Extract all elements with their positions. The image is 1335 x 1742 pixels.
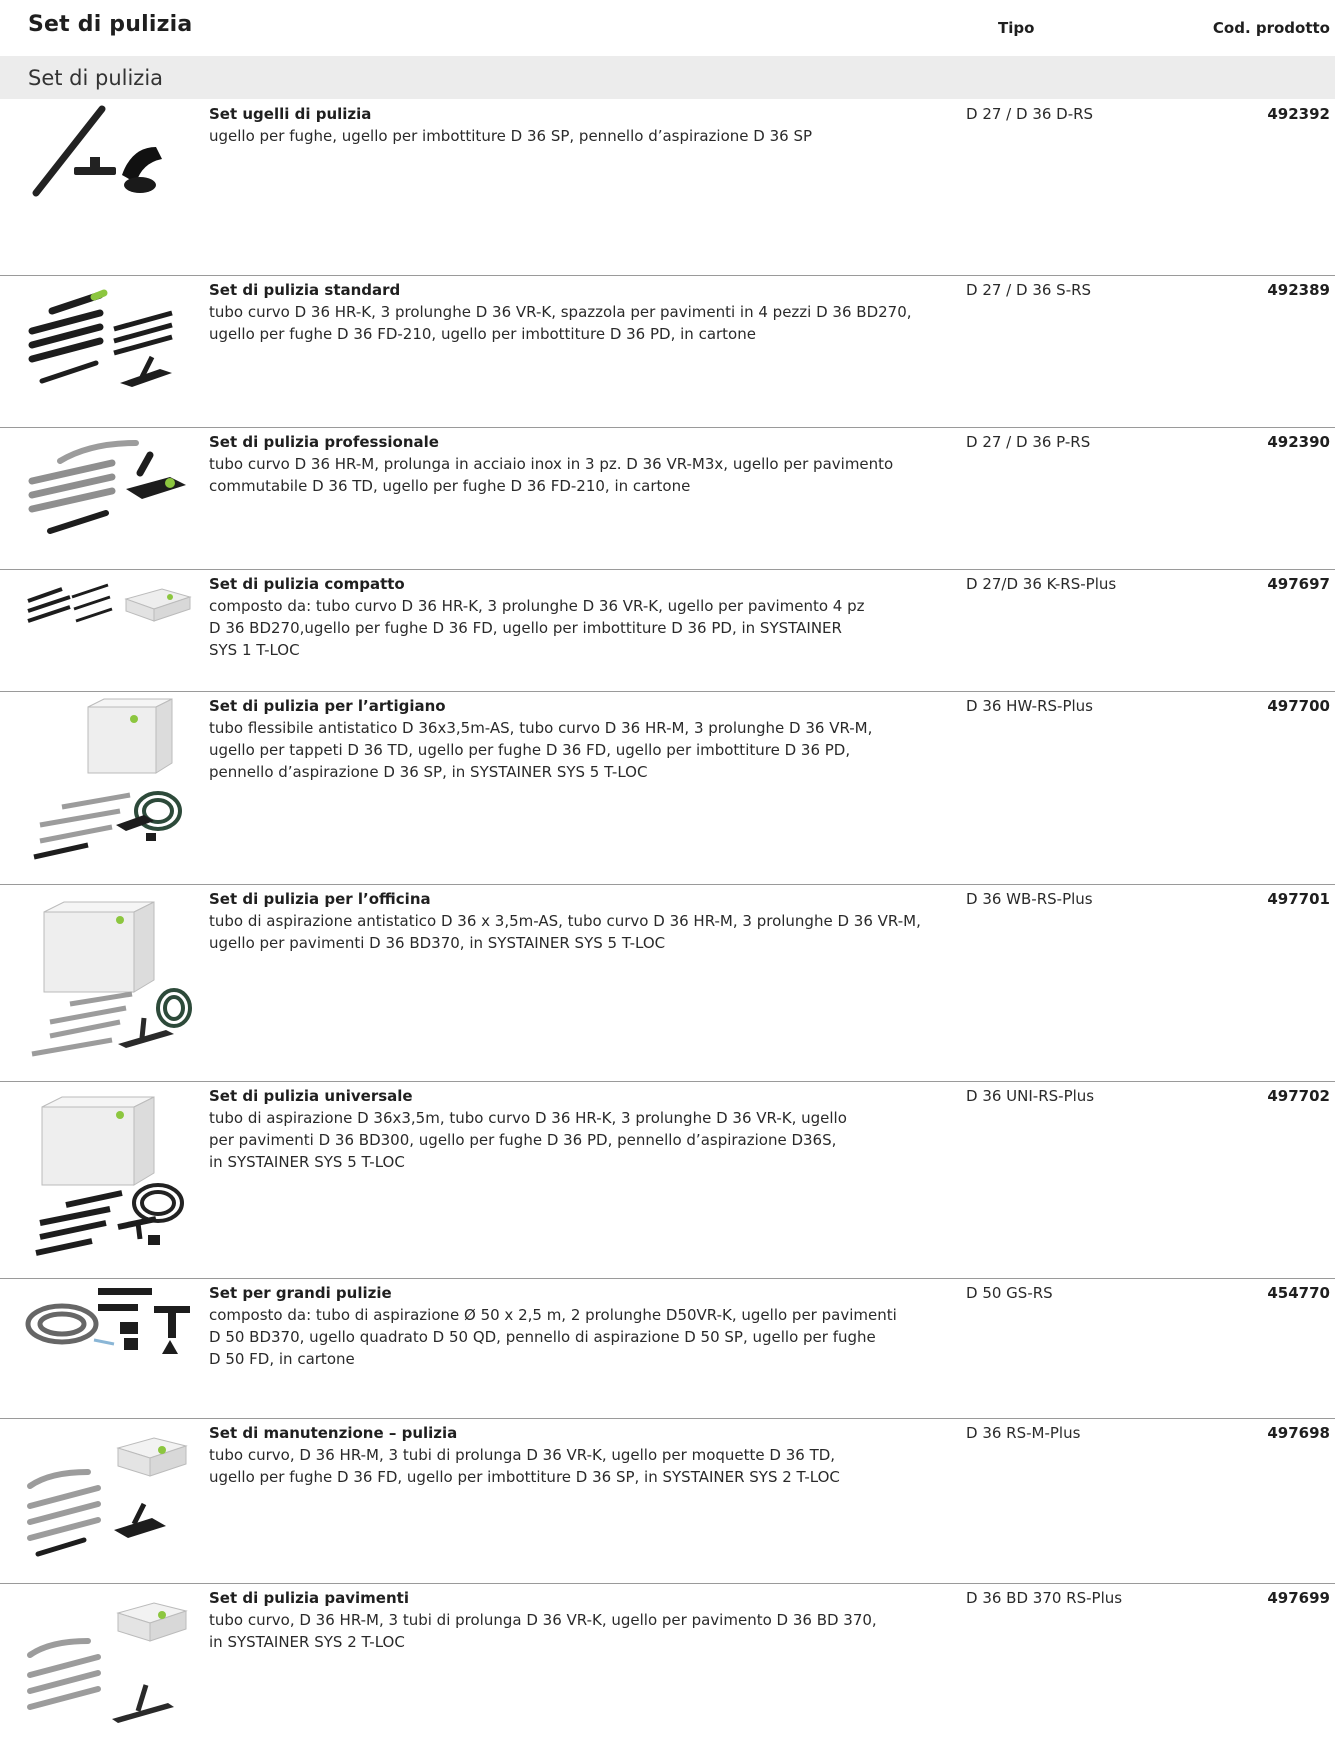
table-row (0, 691, 1335, 884)
product-code: 454770 (1267, 1284, 1330, 1302)
product-details: tubo di aspirazione D 36x3,5m, tubo curvo D 36 HR-K, 3 prolunghe D 36 VR-K, ugello per pavimenti D 36 BD300, ugello per fughe D 36 PD, pennello d’aspirazione D36S, in SYSTAINER SYS 5 T-LOC (209, 1109, 847, 1171)
column-header-product-code: Cod. prodotto (1212, 19, 1330, 37)
row-divider (0, 884, 1335, 885)
row-divider (0, 569, 1335, 570)
product-type: D 27/D 36 K-RS-Plus (966, 575, 1117, 593)
table-row (0, 427, 1335, 569)
product-code: 492390 (1267, 433, 1330, 451)
product-name: Set di pulizia universale (209, 1087, 413, 1105)
compact-set-image (22, 573, 192, 633)
product-description (209, 574, 969, 661)
product-details: tubo curvo, D 36 HR-M, 3 tubi di prolunga D 36 VR-K, ugello per moquette D 36 TD, ugello per fughe D 36 FD, ugello per imbottiture D 36 SP, in SYSTAINER SYS 2 T-LOC (209, 1446, 840, 1486)
table-row (0, 1081, 1335, 1278)
product-image (22, 1284, 192, 1364)
nozzle-set-image (22, 105, 192, 205)
product-type: D 27 / D 36 P-RS (966, 433, 1091, 451)
section-band (0, 56, 1335, 99)
product-name: Set per grandi pulizie (209, 1284, 392, 1302)
table-header (0, 0, 1335, 56)
row-divider (0, 1081, 1335, 1082)
product-name: Set di pulizia per l’officina (209, 890, 431, 908)
product-code: 497697 (1267, 575, 1330, 593)
product-details: tubo flessibile antistatico D 36x3,5m-AS, tubo curvo D 36 HR-M, 3 prolunghe D 36 VR-M, ugello per tappeti D 36 TD, ugello per fughe D 36 FD, ugello per imbottiture D 36 PD, pennello d’aspirazione D 36 SP, in SYSTAINER SYS 5 T-LOC (209, 719, 873, 781)
row-divider (0, 275, 1335, 276)
product-code: 497698 (1267, 1424, 1330, 1442)
product-code: 497702 (1267, 1087, 1330, 1105)
product-name: Set di manutenzione – pulizia (209, 1424, 458, 1442)
product-type: D 36 WB-RS-Plus (966, 890, 1093, 908)
product-description (209, 1283, 969, 1370)
product-details: tubo di aspirazione antistatico D 36 x 3,5m-AS, tubo curvo D 36 HR-M, 3 prolunghe D 36 VR-M, ugello per pavimenti D 36 BD370, in SYSTAINER SYS 5 T-LOC (209, 912, 921, 952)
row-divider (0, 1583, 1335, 1584)
product-details: tubo curvo D 36 HR-K, 3 prolunghe D 36 VR-K, spazzola per pavimenti in 4 pezzi D 36 BD270, ugello per fughe D 36 FD-210, ugello per imbottiture D 36 PD, in cartone (209, 303, 912, 343)
product-type: D 27 / D 36 S-RS (966, 281, 1092, 299)
product-name: Set di pulizia per l’artigiano (209, 697, 446, 715)
product-description (209, 1423, 969, 1488)
product-code: 492389 (1267, 281, 1330, 299)
product-type: D 36 HW-RS-Plus (966, 697, 1093, 715)
table-row (0, 99, 1335, 275)
product-details: ugello per fughe, ugello per imbottiture D 36 SP, pennello d’aspirazione D 36 SP (209, 127, 813, 145)
product-name: Set di pulizia pavimenti (209, 1589, 409, 1607)
product-image (22, 1087, 192, 1257)
column-header-tipo: Tipo (998, 19, 1035, 37)
product-code: 497701 (1267, 890, 1330, 908)
product-name: Set di pulizia compatto (209, 575, 405, 593)
standard-set-image (22, 283, 192, 393)
row-divider (0, 1278, 1335, 1279)
maintenance-set-image (22, 1426, 192, 1566)
product-image (22, 695, 192, 865)
product-name: Set ugelli di pulizia (209, 105, 372, 123)
product-description (209, 889, 969, 954)
product-type: D 36 UNI-RS-Plus (966, 1087, 1095, 1105)
product-details: tubo curvo D 36 HR-M, prolunga in acciaio inox in 3 pz. D 36 VR-M3x, ugello per pavimento commutabile D 36 TD, ugello per fughe D 36 FD-210, in cartone (209, 455, 894, 495)
product-type: D 50 GS-RS (966, 1284, 1053, 1302)
product-type: D 27 / D 36 D-RS (966, 105, 1094, 123)
product-type: D 36 BD 370 RS-Plus (966, 1589, 1123, 1607)
product-image (22, 1426, 192, 1566)
product-description (209, 432, 969, 497)
table-row (0, 275, 1335, 427)
product-description (209, 104, 969, 147)
product-image (22, 890, 192, 1060)
product-details: composto da: tubo di aspirazione Ø 50 x 2,5 m, 2 prolunghe D50VR-K, ugello per pavimenti D 50 BD370, ugello quadrato D 50 QD, pennello di aspirazione D 50 SP, ugello per fughe D 50 FD, in cartone (209, 1306, 897, 1368)
product-image (22, 105, 192, 205)
product-image (22, 573, 192, 633)
row-divider (0, 691, 1335, 692)
table-row (0, 1278, 1335, 1418)
product-details: composto da: tubo curvo D 36 HR-K, 3 prolunghe D 36 VR-K, ugello per pavimento 4 pz D 36 BD270,ugello per fughe D 36 FD, ugello per imbottiture D 36 PD, in SYSTAINER SYS 1 T-LOC (209, 597, 865, 659)
product-code: 497699 (1267, 1589, 1330, 1607)
professional-set-image (22, 433, 192, 543)
table-row (0, 569, 1335, 691)
product-name: Set di pulizia professionale (209, 433, 439, 451)
table-row (0, 1583, 1335, 1742)
product-description (209, 1086, 969, 1173)
product-image (22, 433, 192, 543)
product-image (22, 1591, 192, 1736)
section-title: Set di pulizia (28, 66, 164, 90)
workshop-set-image (22, 890, 192, 1060)
row-divider (0, 427, 1335, 428)
product-image (22, 283, 192, 393)
product-details: tubo curvo, D 36 HR-M, 3 tubi di prolunga D 36 VR-K, ugello per pavimento D 36 BD 370, in SYSTAINER SYS 2 T-LOC (209, 1611, 877, 1651)
universal-set-image (22, 1087, 192, 1257)
product-type: D 36 RS-M-Plus (966, 1424, 1081, 1442)
product-name: Set di pulizia standard (209, 281, 401, 299)
product-description (209, 696, 969, 783)
craftsman-set-image (22, 695, 192, 865)
table-row (0, 884, 1335, 1081)
product-description (209, 1588, 969, 1653)
product-code: 497700 (1267, 697, 1330, 715)
row-divider (0, 1418, 1335, 1419)
large-cleaning-set-image (22, 1284, 192, 1364)
product-description (209, 280, 969, 345)
product-code: 492392 (1267, 105, 1330, 123)
page-title: Set di pulizia (28, 12, 193, 37)
floor-set-image (22, 1591, 192, 1736)
table-row (0, 1418, 1335, 1583)
